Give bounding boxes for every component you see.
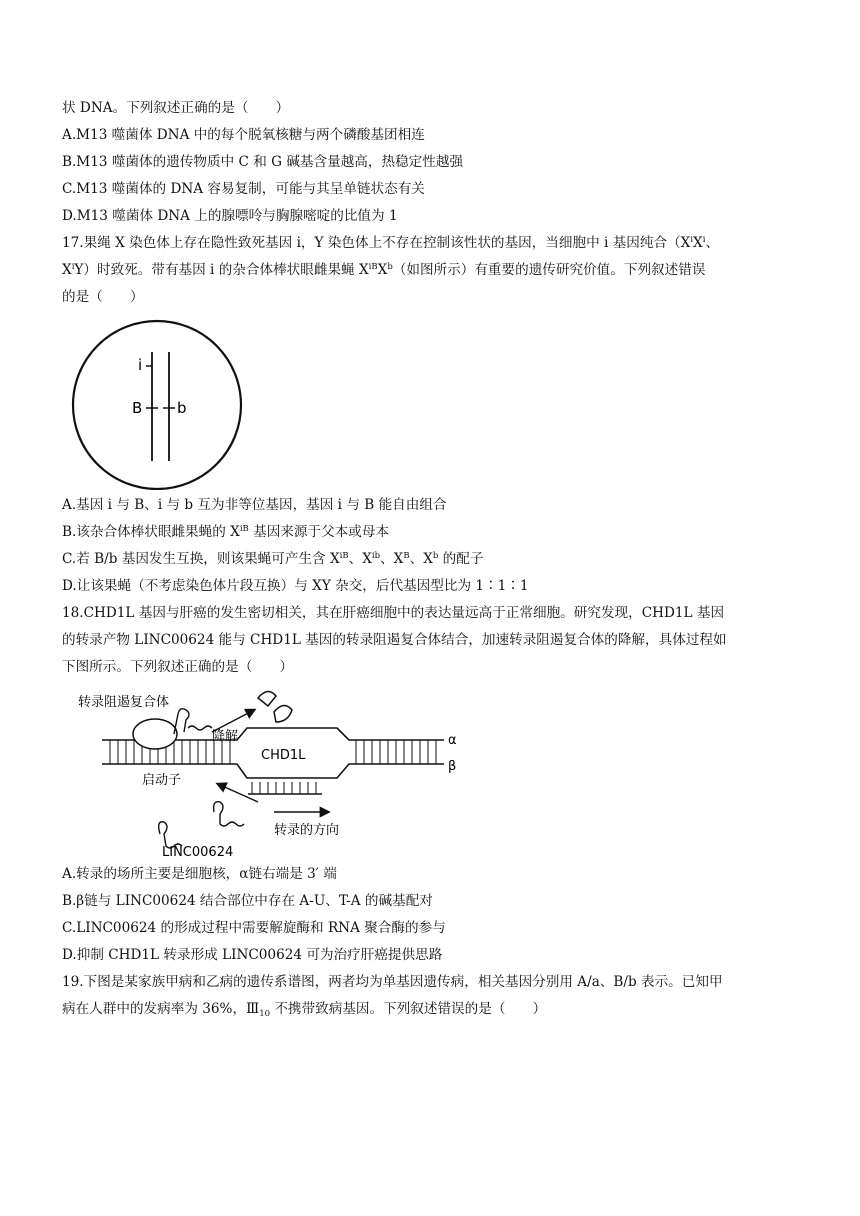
- label-direction: 转录的方向: [274, 823, 340, 838]
- q16-option-d: D.M13 噬菌体 DNA 上的腺嘌呤与胸腺嘧啶的比值为 1: [62, 208, 398, 224]
- degraded-fragment-1: [258, 691, 276, 706]
- q19-stem-line1: 19.下图是某家族甲病和乙病的遗传系谱图，两者均为单基因遗传病，相关基因分别用 A/a、B/b 表示。已知甲: [62, 974, 723, 990]
- label-degrade: 降解: [212, 729, 239, 744]
- label-beta: β: [448, 759, 457, 774]
- q19-stem-line2: 病在人群中的发病率为 36%，$Ⅲ_{10}$ 不携带致病基因。下列叙述错误的是（ ）: [62, 1001, 547, 1019]
- q17-stem-line3: 的是（ ）: [62, 289, 144, 305]
- q18-option-c: C.LINC00624 的形成过程中需要解旋酶和 RNA 聚合酶的参与: [62, 920, 446, 936]
- bound-rna-hairpin: [174, 709, 212, 734]
- q16-option-b: B.M13 噬菌体的遗传物质中 C 和 G 碱基含量越高，热稳定性越强: [62, 154, 464, 170]
- label-chd1l: CHD1L: [261, 748, 306, 763]
- q18-stem-line2: 的转录产物 LINC00624 能与 CHD1L 基因的转录阻遏复合体结合，加速转录阻遏复合体的降解，具体过程如: [62, 632, 727, 648]
- q17-option-a: A.基因 i 与 B、i 与 b 互为非等位基因，基因 i 与 B 能自由组合: [62, 497, 447, 513]
- q17-option-d: D.让该果蝇（不考虑染色体片段互换）与 XY 杂交，后代基因型比为 1∶1∶1: [62, 578, 529, 594]
- q17-option-b: B.该杂合体棒状眼雌果蝇的 $X^{iB}$ 基因来源于父本或母本: [62, 524, 390, 540]
- q16-option-c: C.M13 噬菌体的 DNA 容易复制，可能与其呈单链状态有关: [62, 181, 425, 197]
- label-promoter: 启动子: [142, 773, 182, 788]
- q17-option-c: C.若 B/b 基因发生互换，则该果蝇可产生含 $X^{iB}$、$X^{ib}$、$X^B$、$X^b$ 的配子: [62, 551, 484, 567]
- label-linc00624: LINC00624: [162, 845, 234, 860]
- q16-option-a: A.M13 噬菌体 DNA 中的每个脱氧核糖与两个磷酸基团相连: [62, 127, 425, 143]
- q16-stem: 状 DNA。下列叙述正确的是（ ）: [62, 100, 290, 116]
- q18-option-d: D.抑制 CHD1L 转录形成 LINC00624 可为治疗肝癌提供思路: [62, 947, 443, 963]
- label-repressor-complex: 转录阻遏复合体: [78, 695, 170, 710]
- q17-chromosome-figure: [68, 318, 246, 490]
- q18-option-b: B.β链与 LINC00624 结合部位中存在 A-U、T-A 的碱基配对: [62, 893, 433, 909]
- q18-option-a: A.转录的场所主要是细胞核，α链右端是 3′ 端: [62, 866, 337, 882]
- label-b: b: [177, 399, 187, 417]
- q17-stem-line1: 17.果绳 X 染色体上存在隐性致死基因 i，Y 染色体上不存在控制该性状的基因，当细胞中 i 基因纯合（$X^iX^i$、: [62, 235, 720, 251]
- cell-circle: [73, 321, 241, 489]
- repressor-complex-shape: [133, 719, 177, 749]
- base-pairs-right: [356, 740, 436, 764]
- transcript-rungs: [252, 782, 316, 794]
- label-alpha: α: [448, 733, 457, 748]
- q17-stem-line2: $X^iY$）时致死。带有基因 i 的杂合体棒状眼雌果蝇 $X^{iB}X^b$（如图所示）有重要的遗传研究价值。下列叙述错误: [62, 262, 706, 278]
- free-rna-hairpin-1: [214, 802, 244, 826]
- degraded-fragment-2: [274, 705, 292, 722]
- q18-stem-line3: 下图所示。下列叙述正确的是（ ）: [62, 659, 294, 675]
- q18-transcription-figure: [62, 684, 462, 860]
- label-i: i: [138, 356, 143, 374]
- q18-stem-line1: 18.CHD1L 基因与肝癌的发生密切相关，其在肝癌细胞中的表达量远高于正常细胞。研究发现，CHD1L 基因: [62, 605, 725, 621]
- label-B: B: [132, 399, 143, 417]
